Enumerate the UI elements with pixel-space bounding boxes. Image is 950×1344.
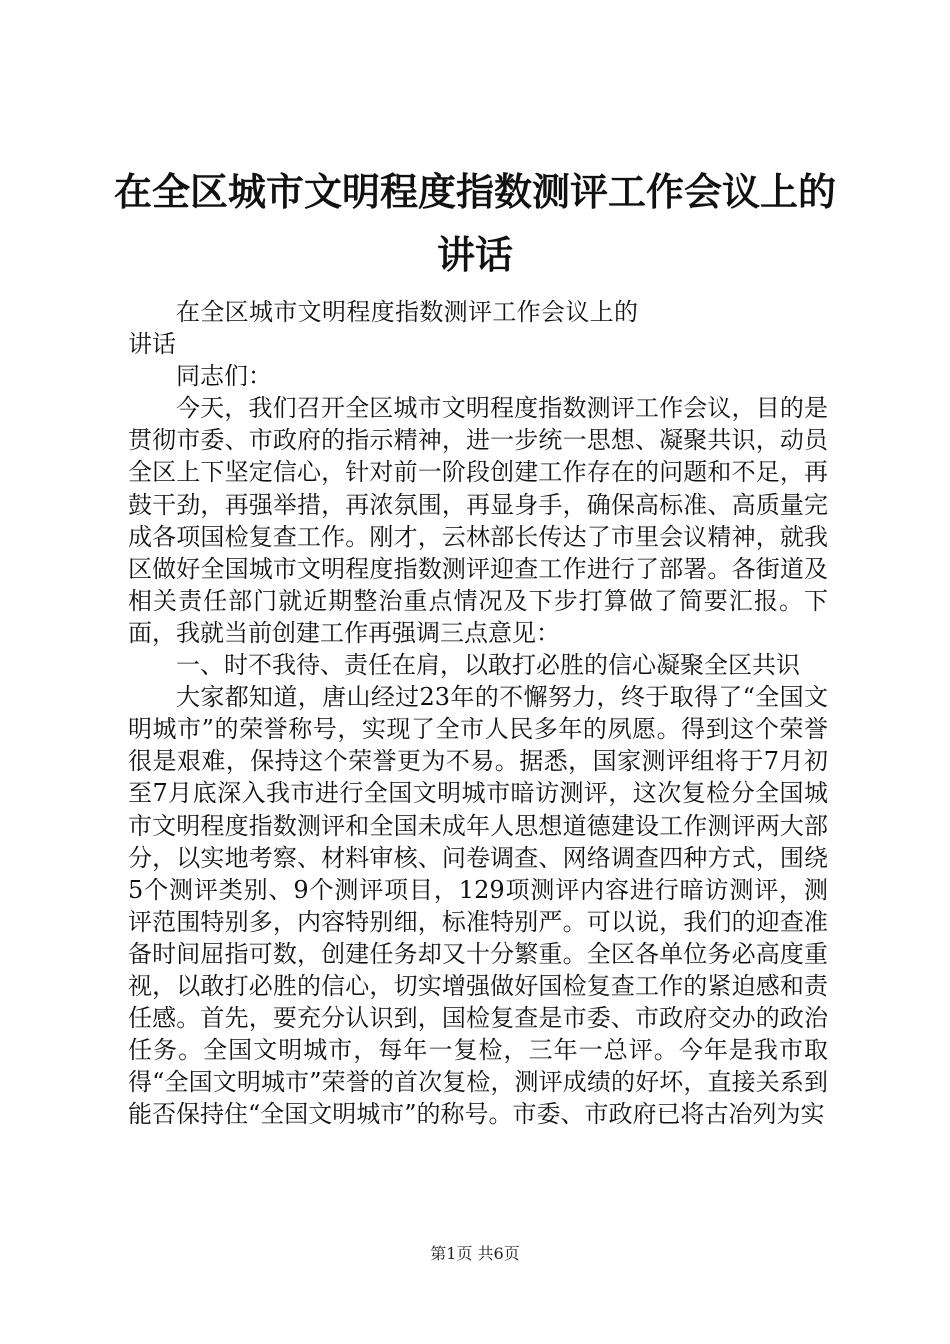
subtitle-paragraph: 在全区城市文明程度指数测评工作会议上的讲话 [128, 298, 638, 359]
intro-paragraph: 今天，我们召开全区城市文明程度指数测评工作会议，目的是贯彻市委、市政府的指示精神，进一步统一思想、凝聚共识，动员全区上下坚定信心，针对前一阶段创建工作存在的问题和不足，再鼓干劲，再强举措，再浓氛围，再显身手，确保高标准、高质量完成各项国检复查工作。刚才，云林部长传达了市里会议精神，就我区做好全国城市文明程度指数测评迎查工作进行了部署。各街道及相关责任部门就近期整治重点情况及下步打算做了简要汇报。下面，我就当前创建工作再强调三点意见： [128, 394, 828, 647]
document-title: 在全区城市文明程度指数测评工作会议上的讲话 [113, 169, 836, 277]
body-paragraph: 大家都知道，唐山经过23年的不懈努力，终于取得了“全国文明城市”的荣誉称号，实现了全市人民多年的夙愿。得到这个荣誉很是艰难，保持这个荣誉更为不易。据悉，国家测评组将于7月初至7月底深入我市进行全国文明城市暗访测评，这次复检分全国城市文明程度指数测评和全国未成年人思想道德建设工作测评两大部分，以实地考察、材料审核、问卷调查、网络调查四种方式，围绕5个测评类别、9个测评项目，129项测评内容进行暗访测评，测评范围特别多，内容特别细，标准特别严。可以说，我们的迎查准备时间屈指可数，创建任务却又十分繁重。全区各单位务必高度重视，以敢打必胜的信心，切实增强做好国检复查工作的紧迫感和责任感。首先，要充分认识到，国检复查是市委、市政府交办的政治任务。全国文明城市，每年一复检，三年一总评。今年是我市取得“全国文明城市”荣誉的首次复检，测评成绩的好坏，直接关系到能否保持住“全国文明城市”的称号。市委、市政府已将古冶列为实 [128, 683, 828, 1129]
section-heading-1: 一、时不我待、责任在肩，以敢打必胜的信心凝聚全区共识 [176, 651, 800, 680]
document-body [128, 296, 828, 1130]
page-number-footer: 第1页 共6页 [430, 1244, 520, 1263]
salutation-paragraph: 同志们： [176, 362, 272, 391]
